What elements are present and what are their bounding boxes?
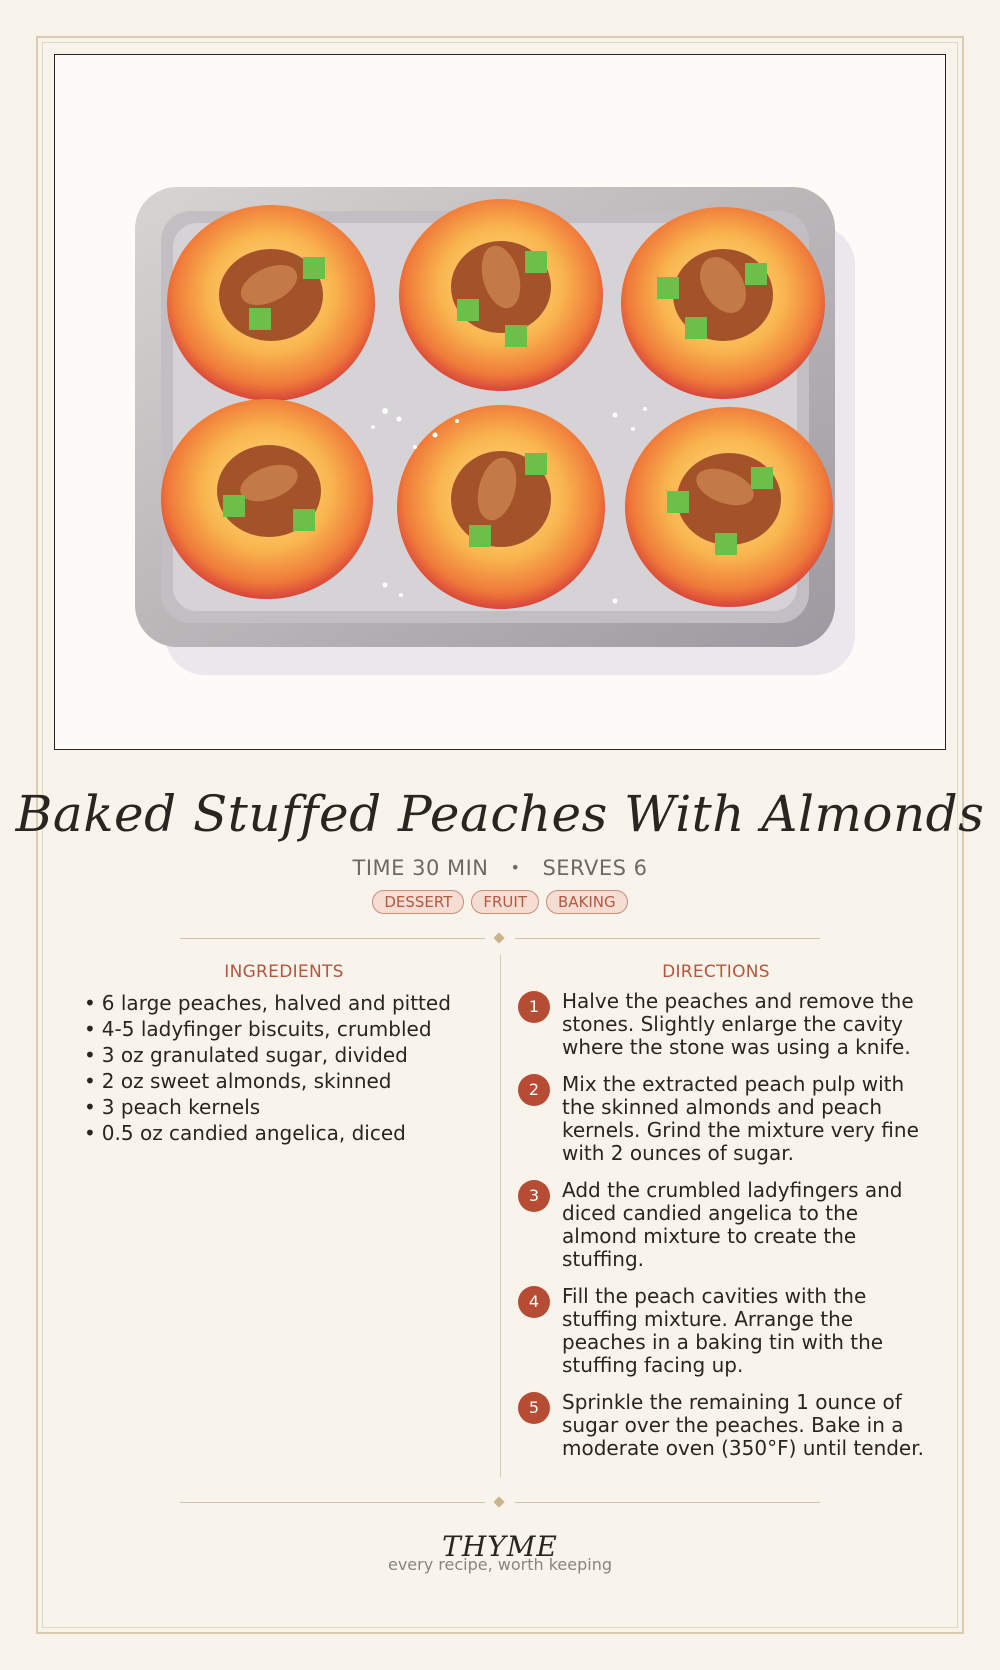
ingredients-heading: INGREDIENTS — [224, 962, 344, 982]
bottom-ornament-divider — [180, 1496, 820, 1510]
tag-dessert: DESSERT — [372, 890, 464, 914]
step-number-badge: 3 — [518, 1180, 550, 1212]
recipe-photo — [54, 54, 946, 750]
ingredient-item: • 3 oz granulated sugar, divided — [84, 1042, 494, 1068]
divider-line — [180, 1502, 485, 1503]
recipe-title: Baked Stuffed Peaches With Almonds — [15, 785, 985, 843]
peach-1 — [167, 205, 375, 401]
column-divider — [500, 954, 501, 1478]
tag-fruit: FRUIT — [471, 890, 539, 914]
step-text: Mix the extracted peach pulp with the skinned almonds and peach kernels. Grind the mixture very fine with 2 ounces of sugar. — [562, 1072, 919, 1165]
peach-3 — [621, 207, 825, 399]
peach-6 — [625, 407, 833, 607]
tag-list — [0, 890, 1000, 914]
direction-step — [518, 1391, 938, 1460]
peach-2 — [399, 199, 603, 391]
step-text: Fill the peach cavities with the stuffing mixture. Arrange the peaches in a baking tin with the stuffing facing up. — [562, 1284, 884, 1377]
ingredient-item: • 0.5 oz candied angelica, diced — [84, 1120, 494, 1146]
direction-step — [518, 1073, 938, 1165]
brand-tagline: every recipe, worth keeping — [387, 1555, 612, 1574]
ingredient-item: • 6 large peaches, halved and pitted — [84, 990, 494, 1016]
directions-heading: DIRECTIONS — [662, 962, 770, 982]
cook-time: TIME 30 MIN — [352, 856, 489, 880]
step-text: Sprinkle the remaining 1 ounce of sugar over the peaches. Bake in a moderate oven (350°F) until tender. — [562, 1390, 924, 1460]
diamond-icon — [493, 1496, 504, 1507]
directions-list — [518, 990, 938, 1460]
ingredient-item: • 2 oz sweet almonds, skinned — [84, 1068, 494, 1094]
peach-5 — [397, 405, 605, 609]
peaches-illustration — [55, 55, 946, 750]
peach-4 — [161, 399, 373, 599]
brand-logo: THYME — [442, 1530, 558, 1563]
ingredient-item: • 4-5 ladyfinger biscuits, crumbled — [84, 1016, 494, 1042]
tag-baking: BAKING — [546, 890, 628, 914]
ingredients-list — [84, 990, 494, 1146]
top-ornament-divider — [180, 932, 820, 946]
diamond-icon — [493, 932, 504, 943]
direction-step — [518, 1179, 938, 1271]
step-number-badge: 2 — [518, 1074, 550, 1106]
divider-line — [180, 938, 485, 939]
servings: SERVES 6 — [542, 856, 648, 880]
step-number-badge: 4 — [518, 1286, 550, 1318]
recipe-meta — [0, 856, 1000, 880]
meta-separator: • — [510, 858, 521, 877]
divider-line — [515, 1502, 820, 1503]
divider-line — [515, 938, 820, 939]
direction-step — [518, 1285, 938, 1377]
step-number-badge: 5 — [518, 1392, 550, 1424]
step-number-badge: 1 — [518, 991, 550, 1023]
ingredient-item: • 3 peach kernels — [84, 1094, 494, 1120]
step-text: Halve the peaches and remove the stones. Slightly enlarge the cavity where the stone was using a knife. — [562, 989, 914, 1059]
direction-step — [518, 990, 938, 1059]
step-text: Add the crumbled ladyfingers and diced candied angelica to the almond mixture to create the stuffing. — [562, 1178, 903, 1271]
